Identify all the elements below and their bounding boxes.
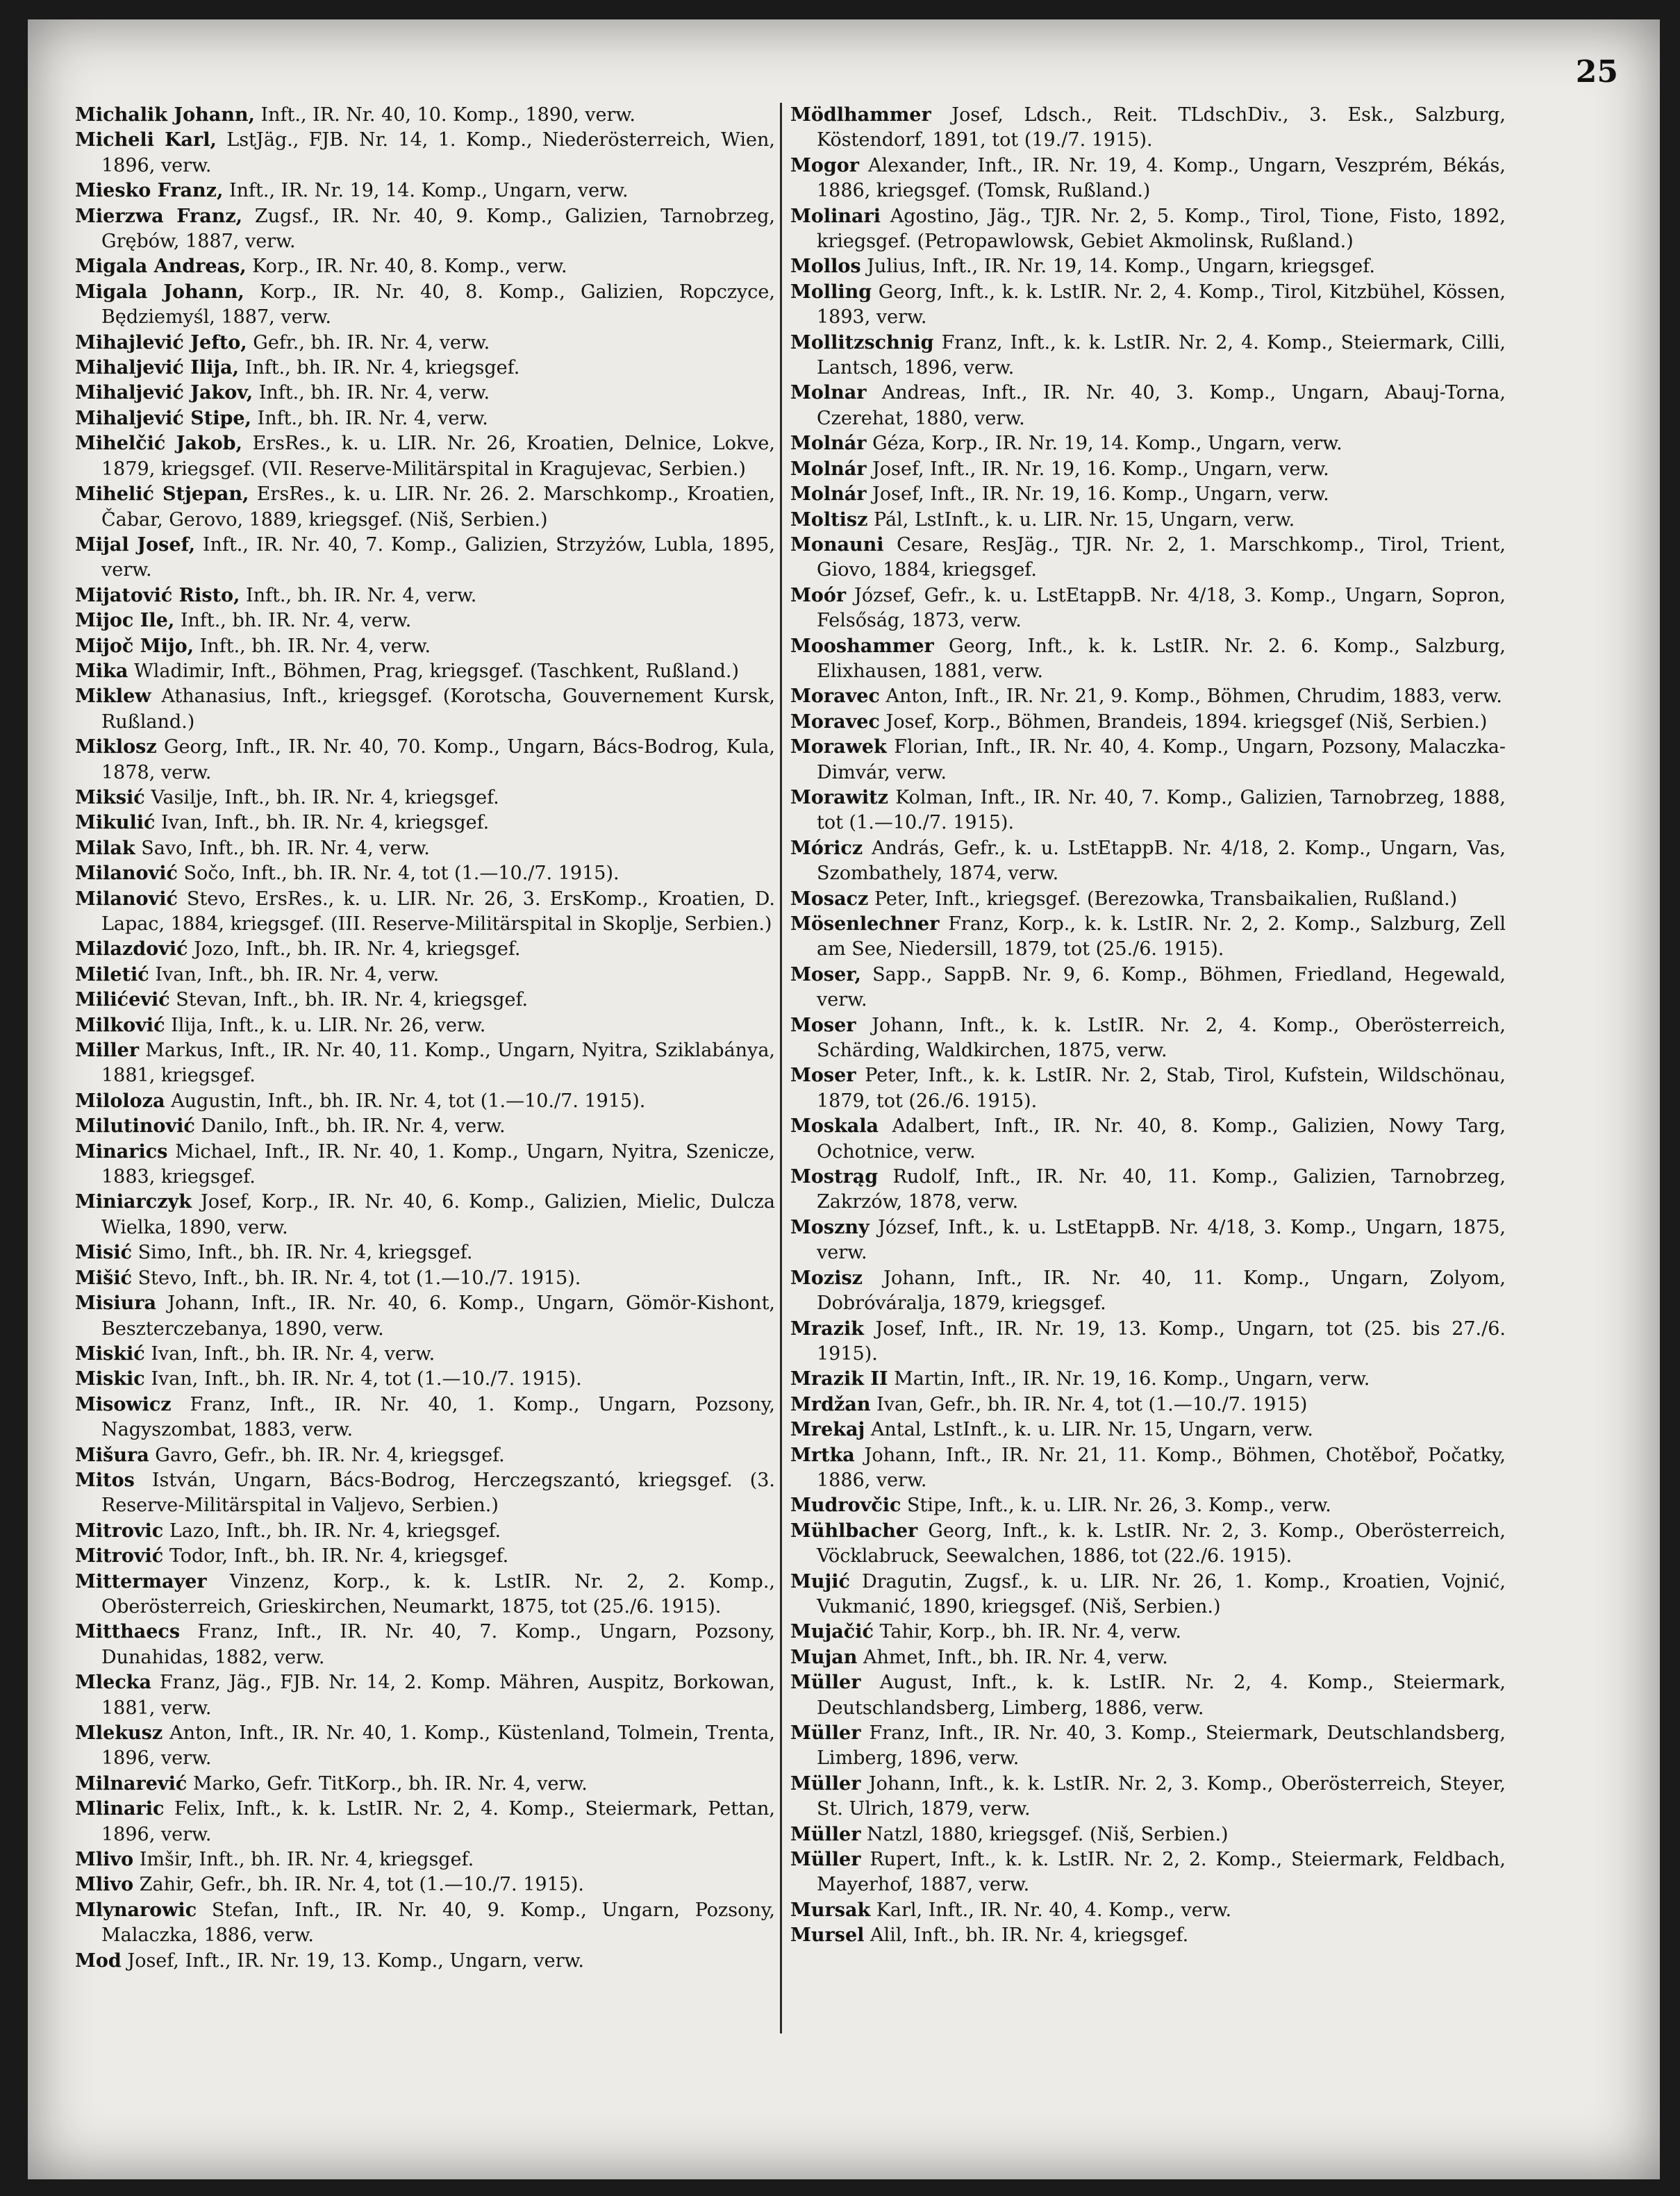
entry-surname: Mlecka — [75, 1672, 151, 1694]
register-entry — [75, 988, 775, 1013]
register-entry — [75, 1443, 775, 1468]
entry-details: Inft., bh. IR. Nr. 4, verw. — [253, 382, 490, 404]
entry-surname: Mihajlević Jefto, — [75, 331, 247, 353]
entry-surname: Misowicz — [75, 1393, 172, 1415]
entry-surname: Molnár — [790, 483, 867, 506]
entry-details: Peter, Inft., k. k. LstIR. Nr. 2, Stab, Tirol, Kufstein, Wildschönau, 1879, tot (26./6. 1915). — [817, 1065, 1506, 1112]
entry-surname: Mollitzschnig — [790, 331, 934, 353]
entry-details: Vinzenz, Korp., k. k. LstIR. Nr. 2, 2. Komp., Oberösterreich, Grieskirchen, Neumarkt, 1875, tot (25./6. 1915). — [101, 1570, 775, 1617]
entry-surname: Mikulić — [75, 812, 156, 834]
register-entry — [790, 431, 1506, 456]
entry-details: Ivan, Inft., bh. IR. Nr. 4, kriegsgef. — [155, 812, 490, 834]
entry-surname: Milanović — [75, 888, 178, 910]
register-entry — [790, 1772, 1506, 1822]
register-entry — [75, 887, 775, 938]
entry-details: Inft., IR. Nr. 40, 10. Komp., 1890, verw. — [254, 104, 635, 126]
register-entry — [75, 280, 775, 331]
entry-surname: Moser — [790, 1065, 856, 1087]
entry-details: Savo, Inft., bh. IR. Nr. 4, verw. — [135, 837, 430, 859]
entry-details: Inft., bh. IR. Nr. 4, kriegsgef. — [239, 357, 520, 379]
register-entry — [75, 1872, 775, 1897]
entry-surname: Miloloza — [75, 1090, 165, 1112]
register-entry — [75, 356, 775, 381]
register-entry — [790, 204, 1506, 255]
register-entry — [790, 508, 1506, 533]
entry-details: Tahir, Korp., bh. IR. Nr. 4, verw. — [873, 1621, 1181, 1643]
entry-details: Gavro, Gefr., bh. IR. Nr. 4, kriegsgef. — [149, 1444, 505, 1466]
entry-surname: Müller — [790, 1722, 861, 1744]
entry-details: Martin, Inft., IR. Nr. 19, 16. Komp., Ungarn, verw. — [888, 1368, 1370, 1390]
entry-details: Vasilje, Inft., bh. IR. Nr. 4, kriegsgef. — [144, 786, 499, 808]
register-entry — [790, 533, 1506, 583]
entry-surname: Misić — [75, 1242, 133, 1264]
register-entry — [790, 735, 1506, 785]
entry-details: Georg, Inft., k. k. LstIR. Nr. 2. 6. Komp., Salzburg, Elixhausen, 1881, verw. — [817, 635, 1506, 682]
entry-details: Lazo, Inft., bh. IR. Nr. 4, kriegsgef. — [163, 1520, 501, 1542]
register-entry — [790, 1417, 1506, 1442]
entry-surname: Mödlhammer — [790, 104, 931, 126]
register-entry — [75, 659, 775, 684]
entry-surname: Milićević — [75, 989, 170, 1011]
entry-details: Florian, Inft., IR. Nr. 40, 4. Komp., Ungarn, Pozsony, Malaczka-Dimvár, verw. — [817, 736, 1506, 783]
entry-details: Danilo, Inft., bh. IR. Nr. 4, verw. — [194, 1115, 506, 1138]
register-entry — [75, 103, 775, 128]
entry-surname: Miller — [75, 1040, 140, 1062]
entry-surname: Mursak — [790, 1899, 871, 1921]
entry-surname: Molling — [790, 281, 872, 303]
register-entry — [75, 684, 775, 735]
register-entry — [75, 482, 775, 533]
register-entry — [790, 1822, 1506, 1847]
register-entry — [75, 785, 775, 810]
entry-surname: Milak — [75, 837, 135, 859]
entry-surname: Milazdović — [75, 938, 188, 960]
entry-details: Ivan, Inft., bh. IR. Nr. 4, verw. — [144, 1342, 435, 1365]
register-entry — [75, 1013, 775, 1038]
register-entry — [75, 128, 775, 178]
entry-surname: Mihelčić Jakob, — [75, 433, 242, 455]
entry-surname: Mihaljević Ilija, — [75, 357, 240, 379]
entry-details: Inft., bh. IR. Nr. 4, verw. — [240, 584, 477, 606]
entry-details: Franz, Inft., IR. Nr. 40, 1. Komp., Ungarn, Pozsony, Nagyszombat, 1883, verw. — [101, 1393, 775, 1441]
register-entry — [75, 1392, 775, 1443]
register-entry — [790, 1670, 1506, 1721]
entry-surname: Mogor — [790, 154, 860, 176]
entry-details: Simo, Inft., bh. IR. Nr. 4, kriegsgef. — [132, 1242, 473, 1264]
entry-details: Josef, Inft., IR. Nr. 19, 13. Komp., Ungarn, verw. — [121, 1949, 585, 1972]
entry-surname: Milutinović — [75, 1115, 195, 1138]
entry-surname: Milković — [75, 1014, 165, 1036]
register-entry — [790, 1114, 1506, 1165]
register-entry — [790, 1367, 1506, 1392]
register-entry — [790, 785, 1506, 836]
entry-details: LstJäg., FJB. Nr. 14, 1. Komp., Niederösterreich, Wien, 1896, verw. — [101, 129, 775, 176]
entry-surname: Molinari — [790, 205, 881, 227]
register-entry — [75, 1114, 775, 1139]
entry-details: Sočo, Inft., bh. IR. Nr. 4, tot (1.—10./7. 1915). — [177, 863, 619, 885]
entry-surname: Mollos — [790, 256, 861, 278]
entry-surname: Mosacz — [790, 888, 869, 910]
register-entry — [790, 684, 1506, 709]
entry-details: Johann, Inft., k. k. LstIR. Nr. 2, 4. Komp., Oberösterreich, Schärding, Waldkirchen, 1875, verw. — [817, 1014, 1506, 1062]
register-entry — [790, 457, 1506, 482]
entry-surname: Mlekusz — [75, 1722, 163, 1744]
entry-surname: Müller — [790, 1823, 861, 1845]
entry-surname: Milanović — [75, 863, 178, 885]
register-entry — [75, 1240, 775, 1265]
entry-surname: Molnar — [790, 382, 867, 404]
entry-details: Rupert, Inft., k. k. LstIR. Nr. 2, 2. Komp., Steiermark, Feldbach, Mayerhof, 1887, verw. — [817, 1849, 1506, 1896]
register-entry — [790, 887, 1506, 912]
entry-surname: Michalik Johann, — [75, 104, 255, 126]
register-entry — [790, 836, 1506, 887]
entry-details: Korp., IR. Nr. 40, 8. Komp., Galizien, Ropczyce, Będziemyśl, 1887, verw. — [101, 281, 775, 328]
entry-surname: Mujačić — [790, 1621, 874, 1643]
entry-details: Stevan, Inft., bh. IR. Nr. 4, kriegsgef. — [169, 989, 529, 1011]
register-entry — [790, 1165, 1506, 1215]
register-entry — [75, 861, 775, 886]
register-entry — [790, 1493, 1506, 1518]
register-entry — [75, 1721, 775, 1772]
entry-details: József, Gefr., k. u. LstEtappB. Nr. 4/18, 3. Komp., Ungarn, Sopron, Felsőság, 1873, verw. — [817, 584, 1506, 632]
entry-details: Adalbert, Inft., IR. Nr. 40, 8. Komp., Galizien, Nowy Targ, Ochotnice, verw. — [817, 1115, 1506, 1163]
entry-surname: Mooshammer — [790, 635, 934, 657]
entry-details: István, Ungarn, Bács-Bodrog, Herczegszantó, kriegsgef. (3. Reserve-Militärspital in Valjevo, Serbien.) — [101, 1469, 775, 1517]
entry-surname: Mijoc Ile, — [75, 610, 175, 632]
register-entry — [75, 254, 775, 279]
register-entry — [790, 1392, 1506, 1417]
entry-surname: Mrekaj — [790, 1419, 865, 1441]
register-entry — [790, 1013, 1506, 1064]
entry-surname: Mlivo — [75, 1874, 134, 1896]
entry-surname: Molnár — [790, 433, 867, 455]
register-entry — [75, 634, 775, 659]
entry-details: Kolman, Inft., IR. Nr. 40, 7. Komp., Galizien, Tarnobrzeg, 1888, tot (1.—10./7. 1915). — [817, 786, 1506, 834]
register-entry — [790, 381, 1506, 431]
entry-details: Johann, Inft., k. k. LstIR. Nr. 2, 3. Komp., Oberösterreich, Steyer, St. Ulrich, 1879, verw. — [817, 1772, 1506, 1820]
entry-details: Stipe, Inft., k. u. LIR. Nr. 26, 3. Komp., verw. — [901, 1495, 1331, 1517]
entry-details: Josef, Korp., IR. Nr. 40, 6. Komp., Galizien, Mielic, Dulcza Wielka, 1890, verw. — [101, 1191, 775, 1238]
entry-surname: Mujan — [790, 1646, 858, 1668]
register-entry — [790, 280, 1506, 331]
entry-details: Markus, Inft., IR. Nr. 40, 11. Komp., Ungarn, Nyitra, Sziklabánya, 1881, kriegsgef. — [101, 1040, 775, 1087]
entry-details: Pál, LstInft., k. u. LIR. Nr. 15, Ungarn, verw. — [867, 508, 1295, 531]
entry-details: Josef, Inft., IR. Nr. 19, 16. Komp., Ungarn, verw. — [866, 483, 1329, 506]
entry-details: Inft., IR. Nr. 40, 7. Komp., Galizien, Strzyżów, Lubla, 1895, verw. — [101, 533, 775, 581]
register-entry — [75, 178, 775, 203]
entry-surname: Mihaljević Jakov, — [75, 382, 253, 404]
entry-details: Inft., bh. IR. Nr. 4, verw. — [174, 610, 412, 632]
entry-details: Peter, Inft., kriegsgef. (Berezowka, Transbaikalien, Rußland.) — [868, 888, 1458, 910]
register-entry — [790, 963, 1506, 1013]
entry-details: Gefr., bh. IR. Nr. 4, verw. — [247, 331, 490, 353]
entry-details: Franz, Korp., k. k. LstIR. Nr. 2, 2. Komp., Salzburg, Zell am See, Niedersill, 1879, tot (25./6. 1915). — [817, 913, 1506, 960]
entry-surname: Morawek — [790, 736, 887, 758]
entry-details: ErsRes., k. u. LIR. Nr. 26, Kroatien, Delnice, Lokve, 1879, kriegsgef. (VII. Reserve-Militärspital in Kragujevac, Serbien.) — [101, 433, 775, 480]
register-entry — [790, 634, 1506, 685]
register-entry — [75, 735, 775, 785]
register-entry — [790, 1645, 1506, 1670]
entry-details: Ivan, Inft., bh. IR. Nr. 4, tot (1.—10./7. 1915). — [144, 1368, 582, 1390]
register-entry — [75, 1670, 775, 1721]
entry-details: Athanasius, Inft., kriegsgef. (Korotscha, Gouvernement Kursk, Rußland.) — [101, 685, 775, 733]
entry-surname: Mrazik II — [790, 1368, 888, 1390]
entry-details: Johann, Inft., IR. Nr. 40, 6. Komp., Ungarn, Gömör-Kishont, Beszterczebanya, 1890, verw. — [101, 1292, 775, 1340]
entry-surname: Mierzwa Franz, — [75, 205, 243, 227]
entry-surname: Morawitz — [790, 786, 888, 808]
register-entry — [75, 1949, 775, 1974]
register-entry — [75, 583, 775, 608]
register-entry — [790, 103, 1506, 153]
entry-details: Josef, Korp., Böhmen, Brandeis, 1894. kriegsgef (Niš, Serbien.) — [879, 710, 1488, 733]
entry-surname: Mitos — [75, 1469, 135, 1491]
register-entry — [75, 331, 775, 356]
register-entry — [790, 482, 1506, 507]
entry-details: Augustin, Inft., bh. IR. Nr. 4, tot (1.—10./7. 1915). — [165, 1090, 646, 1112]
entry-surname: Mijatović Risto, — [75, 584, 240, 606]
entry-details: Natzl, 1880, kriegsgef. (Niš, Serbien.) — [860, 1823, 1229, 1845]
entry-details: Franz, Inft., IR. Nr. 40, 3. Komp., Steiermark, Deutschlandsberg, Limberg, 1896, verw. — [817, 1722, 1506, 1770]
register-entry — [75, 1342, 775, 1367]
register-entry — [790, 1443, 1506, 1494]
left-column — [75, 103, 775, 1974]
entry-details: Sapp., SappB. Nr. 9, 6. Komp., Böhmen, Friedland, Hegewald, verw. — [817, 963, 1506, 1011]
entry-surname: Moszny — [790, 1216, 870, 1238]
entry-surname: Mijal Josef, — [75, 533, 195, 556]
entry-surname: Mlinaric — [75, 1798, 165, 1820]
entry-surname: Mühlbacher — [790, 1520, 918, 1542]
entry-surname: Mujić — [790, 1570, 850, 1592]
entry-details: Josef, Inft., IR. Nr. 19, 13. Komp., Ungarn, tot (25. bis 27./6. 1915). — [817, 1317, 1506, 1365]
register-entry — [790, 1620, 1506, 1645]
entry-details: Anton, Inft., IR. Nr. 40, 1. Komp., Küstenland, Tolmein, Trenta, 1896, verw. — [101, 1722, 775, 1770]
entry-surname: Moser — [790, 1014, 856, 1036]
register-entry — [75, 1772, 775, 1797]
entry-surname: Mihelić Stjepan, — [75, 483, 249, 506]
entry-surname: Moskala — [790, 1115, 879, 1138]
entry-surname: Mika — [75, 660, 128, 682]
entry-surname: Miniarczyk — [75, 1191, 192, 1213]
register-entry — [75, 431, 775, 482]
entry-surname: Mursel — [790, 1924, 865, 1947]
entry-details: András, Gefr., k. u. LstEtappB. Nr. 4/18, 2. Komp., Ungarn, Vas, Szombathely, 1874, verw. — [817, 837, 1506, 885]
entry-surname: Moravec — [790, 685, 880, 708]
entry-surname: Mlivo — [75, 1849, 134, 1871]
entry-surname: Miklew — [75, 685, 151, 708]
entry-details: Jozo, Inft., bh. IR. Nr. 4, kriegsgef. — [188, 938, 521, 960]
entry-details: Korp., IR. Nr. 40, 8. Komp., verw. — [246, 256, 567, 278]
register-entry — [75, 381, 775, 406]
register-entry — [790, 1215, 1506, 1266]
entry-surname: Mrazik — [790, 1317, 864, 1340]
register-entry — [790, 254, 1506, 279]
register-entry — [75, 963, 775, 988]
entry-details: Inft., IR. Nr. 19, 14. Komp., Ungarn, verw. — [223, 180, 629, 202]
entry-surname: Monauni — [790, 533, 884, 556]
entry-details: Georg, Inft., k. k. LstIR. Nr. 2, 3. Komp., Oberösterreich, Vöcklabruck, Seewalchen, 1886, tot (22./6. 1915). — [817, 1520, 1506, 1567]
entry-details: Marko, Gefr. TitKorp., bh. IR. Nr. 4, verw. — [187, 1772, 588, 1795]
entry-details: Josef, Inft., IR. Nr. 19, 16. Komp., Ungarn, verw. — [866, 458, 1329, 480]
entry-details: Dragutin, Zugsf., k. u. LIR. Nr. 26, 1. Komp., Kroatien, Vojnić, Vukmanić, 1890, kriegsgef. (Niš, Serbien.) — [817, 1570, 1506, 1617]
register-entry — [75, 204, 775, 255]
entry-details: Franz, Jäg., FJB. Nr. 14, 2. Komp. Mähren, Auspitz, Borkowan, 1881, verw. — [101, 1672, 775, 1719]
register-entry — [75, 1291, 775, 1342]
entry-surname: Micheli Karl, — [75, 129, 217, 151]
register-entry — [790, 1063, 1506, 1114]
register-entry — [75, 1544, 775, 1569]
entry-details: Georg, Inft., k. k. LstIR. Nr. 2, 4. Komp., Tirol, Kitzbühel, Kössen, 1893, verw. — [817, 281, 1506, 328]
entry-details: Georg, Inft., IR. Nr. 40, 70. Komp., Ungarn, Bács-Bodrog, Kula, 1878, verw. — [101, 736, 775, 783]
entry-surname: Mlynarowic — [75, 1899, 197, 1921]
entry-surname: Müller — [790, 1849, 861, 1871]
entry-surname: Mudrovčic — [790, 1495, 901, 1517]
entry-surname: Molnár — [790, 458, 867, 480]
register-entry — [75, 1038, 775, 1089]
register-entry — [790, 1923, 1506, 1948]
register-entry — [75, 533, 775, 583]
entry-details: Inft., bh. IR. Nr. 4, verw. — [194, 635, 431, 657]
entry-surname: Mittermayer — [75, 1570, 207, 1592]
entry-surname: Moltisz — [790, 508, 868, 531]
entry-details: August, Inft., k. k. LstIR. Nr. 2, 4. Komp., Steiermark, Deutschlandsberg, Limberg, 1886, verw. — [817, 1672, 1506, 1719]
entry-surname: Moser, — [790, 963, 861, 985]
column-divider — [780, 103, 782, 2033]
entry-surname: Miskic — [75, 1368, 145, 1390]
entry-details: Ilija, Inft., k. u. LIR. Nr. 26, verw. — [165, 1014, 486, 1036]
entry-details: József, Inft., k. u. LstEtappB. Nr. 4/18, 3. Komp., Ungarn, 1875, verw. — [817, 1216, 1506, 1264]
entry-details: Géza, Korp., IR. Nr. 19, 14. Komp., Ungarn, verw. — [866, 433, 1342, 455]
entry-details: Franz, Inft., IR. Nr. 40, 7. Komp., Ungarn, Pozsony, Dunahidas, 1882, verw. — [101, 1621, 775, 1668]
entry-surname: Móricz — [790, 837, 863, 859]
entry-details: Stefan, Inft., IR. Nr. 40, 9. Komp., Ungarn, Pozsony, Malaczka, 1886, verw. — [101, 1899, 775, 1947]
entry-surname: Mrtka — [790, 1444, 855, 1466]
entry-surname: Mišura — [75, 1444, 149, 1466]
register-entry — [790, 1898, 1506, 1923]
entry-surname: Mijoč Mijo, — [75, 635, 194, 657]
entry-surname: Misiura — [75, 1292, 156, 1315]
entry-details: Anton, Inft., IR. Nr. 21, 9. Komp., Böhmen, Chrudim, 1883, verw. — [879, 685, 1502, 708]
entry-surname: Mostrąg — [790, 1166, 879, 1188]
entry-surname: Miesko Franz, — [75, 180, 224, 202]
entry-details: Antal, LstInft., k. u. LIR. Nr. 15, Ungarn, verw. — [865, 1419, 1313, 1441]
right-column — [790, 103, 1506, 1949]
entry-details: Ivan, Gefr., bh. IR. Nr. 4, tot (1.—10./7. 1915) — [870, 1393, 1308, 1415]
entry-surname: Minarics — [75, 1140, 168, 1163]
entry-details: ErsRes., k. u. LIR. Nr. 26. 2. Marschkomp., Kroatien, Čabar, Gerovo, 1889, kriegsgef. (Niš, Serbien.) — [101, 483, 775, 531]
entry-details: Josef, Ldsch., Reit. TLdschDiv., 3. Esk., Salzburg, Köstendorf, 1891, tot (19./7. 1915). — [817, 104, 1506, 151]
register-entry — [790, 1570, 1506, 1620]
register-entry — [75, 1089, 775, 1114]
entry-surname: Miksić — [75, 786, 145, 808]
register-entry — [75, 608, 775, 633]
entry-surname: Moravec — [790, 710, 880, 733]
entry-details: Julius, Inft., IR. Nr. 19, 14. Komp., Ungarn, kriegsgef. — [860, 256, 1375, 278]
register-entry — [790, 1721, 1506, 1772]
register-entry — [75, 810, 775, 835]
register-entry — [790, 1519, 1506, 1570]
register-entry — [75, 1367, 775, 1392]
register-entry — [75, 1140, 775, 1190]
register-entry — [790, 331, 1506, 381]
entry-details: Michael, Inft., IR. Nr. 40, 1. Komp., Ungarn, Nyitra, Szenicze, 1883, kriegsgef. — [101, 1140, 775, 1188]
entry-surname: Moór — [790, 584, 847, 606]
register-entry — [75, 1468, 775, 1519]
entry-details: Agostino, Jäg., TJR. Nr. 2, 5. Komp., Tirol, Tione, Fisto, 1892, kriegsgef. (Petropawlowsk, Gebiet Akmolinsk, Rußland.) — [817, 205, 1506, 253]
entry-details: Stevo, Inft., bh. IR. Nr. 4, tot (1.—10./7. 1915). — [132, 1267, 581, 1289]
entry-surname: Mišić — [75, 1267, 133, 1289]
entry-surname: Mozisz — [790, 1267, 863, 1289]
entry-surname: Müller — [790, 1772, 861, 1795]
register-entry — [75, 1519, 775, 1544]
entry-details: Alil, Inft., bh. IR. Nr. 4, kriegsgef. — [864, 1924, 1189, 1947]
entry-details: Alexander, Inft., IR. Nr. 19, 4. Komp., Ungarn, Veszprém, Békás, 1886, kriegsgef. (Tomsk, Rußland.) — [817, 154, 1506, 202]
register-entry — [790, 1317, 1506, 1367]
entry-details: Ahmet, Inft., bh. IR. Nr. 4, verw. — [857, 1646, 1168, 1668]
entry-details: Inft., bh. IR. Nr. 4, verw. — [251, 407, 488, 429]
register-entry — [790, 153, 1506, 204]
register-entry — [75, 1847, 775, 1872]
register-entry — [75, 1620, 775, 1670]
document-page — [28, 19, 1660, 2179]
register-entry — [75, 406, 775, 431]
entry-details: Rudolf, Inft., IR. Nr. 40, 11. Komp., Galizien, Tarnobrzeg, Zakrzów, 1878, verw. — [817, 1166, 1506, 1213]
entry-details: Johann, Inft., IR. Nr. 40, 11. Komp., Ungarn, Zolyom, Dobróváralja, 1879, kriegsgef. — [817, 1267, 1506, 1315]
entry-details: Ivan, Inft., bh. IR. Nr. 4, verw. — [149, 963, 440, 985]
entry-surname: Mösenlechner — [790, 913, 940, 935]
register-entry — [75, 836, 775, 861]
register-entry — [75, 1266, 775, 1291]
entry-surname: Miskić — [75, 1342, 145, 1365]
entry-surname: Miletić — [75, 963, 149, 985]
entry-surname: Mod — [75, 1949, 122, 1972]
entry-surname: Migala Andreas, — [75, 256, 247, 278]
page-number: 25 — [1575, 54, 1618, 90]
entry-details: Zugsf., IR. Nr. 40, 9. Komp., Galizien, Tarnobrzeg, Grębów, 1887, verw. — [101, 205, 776, 253]
entry-surname: Migala Johann, — [75, 281, 244, 303]
entry-details: Andreas, Inft., IR. Nr. 40, 3. Komp., Ungarn, Abauj-Torna, Czerehat, 1880, verw. — [817, 382, 1506, 429]
entry-surname: Mitrovic — [75, 1520, 164, 1542]
entry-details: Zahir, Gefr., bh. IR. Nr. 4, tot (1.—10./7. 1915). — [133, 1874, 585, 1896]
entry-details: Cesare, ResJäg., TJR. Nr. 2, 1. Marschkomp., Tirol, Trient, Giovo, 1884, kriegsgef. — [817, 533, 1506, 581]
register-entry — [790, 583, 1506, 634]
entry-details: Todor, Inft., bh. IR. Nr. 4, kriegsgef. — [163, 1545, 509, 1567]
entry-surname: Milnarević — [75, 1772, 188, 1795]
register-entry — [790, 1847, 1506, 1898]
entry-details: Franz, Inft., k. k. LstIR. Nr. 2, 4. Komp., Steiermark, Cilli, Lantsch, 1896, verw. — [817, 331, 1506, 379]
entry-surname: Mitthaecs — [75, 1621, 181, 1643]
entry-details: Karl, Inft., IR. Nr. 40, 4. Komp., verw. — [870, 1899, 1232, 1921]
register-entry — [75, 1570, 775, 1620]
register-entry — [75, 937, 775, 962]
entry-surname: Miklosz — [75, 736, 157, 758]
entry-details: Johann, Inft., IR. Nr. 21, 11. Komp., Böhmen, Chotěboř, Počatky, 1886, verw. — [817, 1444, 1506, 1491]
register-entry — [75, 1190, 775, 1240]
register-entry — [790, 912, 1506, 963]
entry-surname: Mitrović — [75, 1545, 164, 1567]
entry-surname: Mihaljević Stipe, — [75, 407, 251, 429]
entry-details: Stevo, ErsRes., k. u. LIR. Nr. 26, 3. ErsKomp., Kroatien, D. Lapac, 1884, kriegsgef. (III. Reserve-Militärspital in Skoplje, Serbien.) — [101, 888, 775, 935]
entry-surname: Müller — [790, 1672, 861, 1694]
entry-details: Wladimir, Inft., Böhmen, Prag, kriegsgef. (Taschkent, Rußland.) — [128, 660, 739, 682]
entry-surname: Mrdžan — [790, 1393, 871, 1415]
entry-details: Felix, Inft., k. k. LstIR. Nr. 2, 4. Komp., Steiermark, Pettan, 1896, verw. — [101, 1798, 775, 1845]
entry-details: Imšir, Inft., bh. IR. Nr. 4, kriegsgef. — [133, 1849, 474, 1871]
register-entry — [790, 710, 1506, 735]
register-entry — [790, 1266, 1506, 1317]
register-entry — [75, 1898, 775, 1949]
register-entry — [75, 1797, 775, 1847]
